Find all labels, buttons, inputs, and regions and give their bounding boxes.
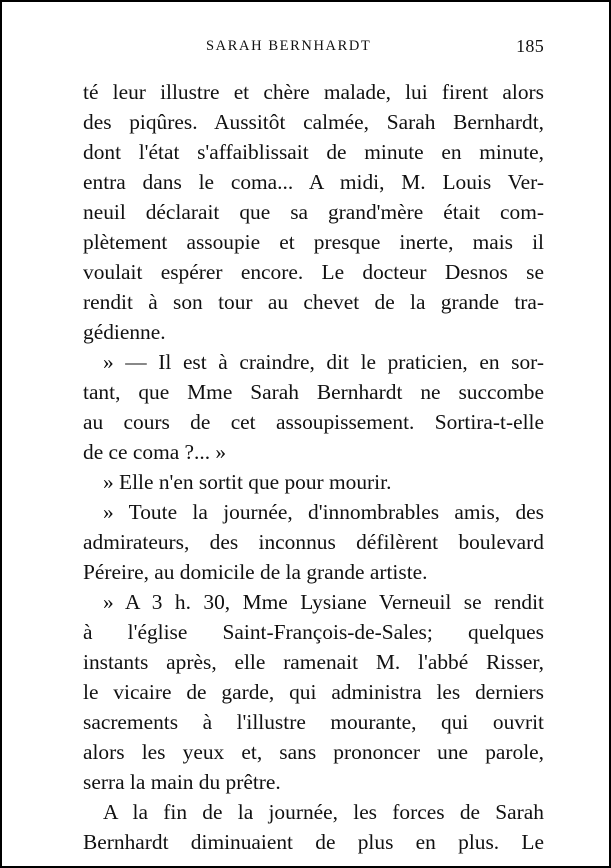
text-line: à l'église Saint-François-de-Sales; quelques	[83, 620, 544, 644]
text-line: voulait espérer encore. Le docteur Desnos se	[83, 260, 544, 284]
text-line: dont l'état s'affaiblissait de minute en minute,	[83, 140, 544, 164]
text-line: admirateurs, des inconnus défilèrent boulevard	[83, 530, 544, 554]
page-number: 185	[516, 36, 544, 56]
text-line: neuil déclarait que sa grand'mère était com-	[83, 200, 544, 224]
text-line: alors les yeux et, sans prononcer une parole,	[83, 740, 544, 764]
text-line: entra dans le coma... A midi, M. Louis Ver-	[83, 170, 544, 194]
text-line: » — Il est à craindre, dit le praticien, en sor-	[103, 350, 544, 374]
text-line: té leur illustre et chère malade, lui firent alors	[83, 80, 544, 104]
running-head	[82, 38, 544, 62]
text-line: » A 3 h. 30, Mme Lysiane Verneuil se rendit	[103, 590, 544, 614]
text-line: des piqûres. Aussitôt calmée, Sarah Bernhardt,	[83, 110, 544, 134]
text-line: rendit à son tour au chevet de la grande tra-	[83, 290, 544, 314]
text-line: » Toute la journée, d'innombrables amis, des	[103, 500, 544, 524]
text-line: Péreire, au domicile de la grande artiste.	[83, 560, 428, 584]
text-line: Bernhardt diminuaient de plus en plus. Le	[83, 830, 544, 854]
text-line: instants après, elle ramenait M. l'abbé Risser,	[83, 650, 544, 674]
text-line: tant, que Mme Sarah Bernhardt ne succombe	[83, 380, 544, 404]
text-line: plètement assoupie et presque inerte, mais il	[83, 230, 544, 254]
text-line: » Elle n'en sortit que pour mourir.	[103, 470, 392, 494]
text-line: gédienne.	[83, 320, 166, 344]
text-line: le vicaire de garde, qui administra les derniers	[83, 680, 544, 704]
running-title: SARAH BERNHARDT	[206, 38, 372, 54]
text-line: de ce coma ?... »	[83, 440, 227, 464]
text-line: serra la main du prêtre.	[83, 770, 281, 794]
text-line: sacrements à l'illustre mourante, qui ouvrit	[83, 710, 544, 734]
text-line: A la fin de la journée, les forces de Sarah	[103, 800, 544, 824]
text-line: au cours de cet assoupissement. Sortira-t-elle	[83, 410, 544, 434]
